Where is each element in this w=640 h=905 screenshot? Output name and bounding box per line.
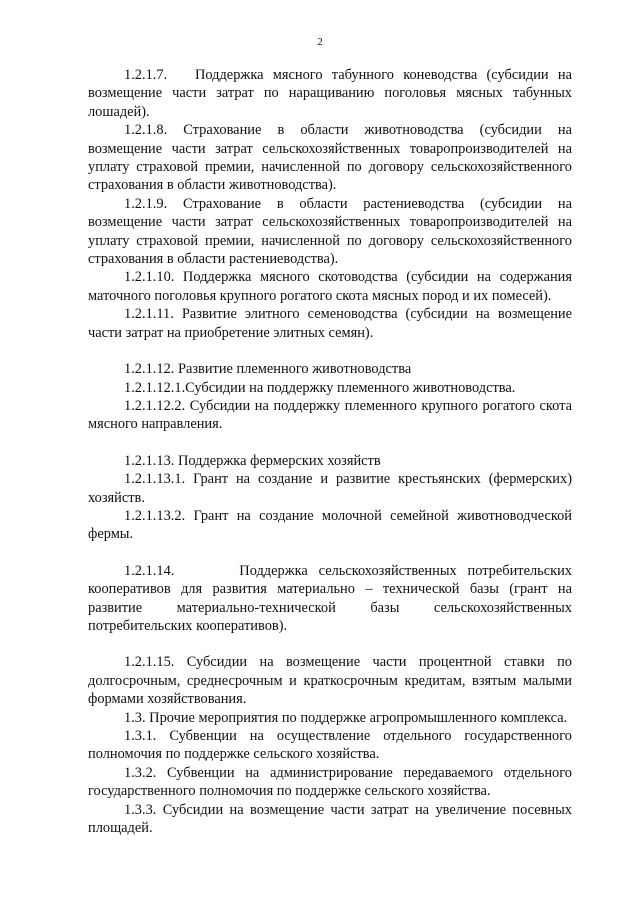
paragraph-1-2-1-13: 1.2.1.13. Поддержка фермерских хозяйств xyxy=(124,452,381,469)
paragraph-1-2-1-7: 1.2.1.7. Поддержка мясного табунного коневодства (субсидии на возмещение части затрат по наращиванию поголовья мясных табунных лошадей). xyxy=(88,67,572,120)
paragraph-1-2-1-14: 1.2.1.14. Поддержка сельскохозяйственных потребительских кооперативов для развития материально – технической базы (грант на развитие материально-технической базы сельскохозяйственных потребительских кооперативов). xyxy=(88,562,572,634)
paragraph-1-2-1-12: 1.2.1.12. Развитие племенного животноводства xyxy=(124,361,412,378)
paragraph-1-2-1-12-2: 1.2.1.12.2. Субсидии на поддержку племенного крупного рогатого скота мясного направления. xyxy=(88,397,572,433)
document-body xyxy=(88,66,572,837)
paragraph-1-2-1-12-1: 1.2.1.12.1.Субсидии на поддержку племенного животноводства. xyxy=(124,379,516,396)
page-number: 2 xyxy=(317,36,323,48)
paragraph-1-2-1-8: 1.2.1.8. Страхование в области животноводства (субсидии на возмещение части затрат сельскохозяйственных товаропроизводителей на уплату страховой премии, начисленной по договору сельскохозяйственного страхования в области животноводства). xyxy=(88,122,572,194)
paragraph-1-2-1-13-2: 1.2.1.13.2. Грант на создание молочной семейной животноводческой фермы. xyxy=(88,507,572,543)
paragraph-1-2-1-13-1: 1.2.1.13.1. Грант на создание и развитие крестьянских (фермерских) хозяйств. xyxy=(88,471,572,506)
paragraph-1-2-1-10: 1.2.1.10. Поддержка мясного скотоводства (субсидии на содержания маточного поголовья крупного рогатого скота мясных пород и их помесей). xyxy=(88,269,572,304)
paragraph-1-2-1-11: 1.2.1.11. Развитие элитного семеноводства (субсидии на возмещение части затрат на приобретение элитных семян). xyxy=(88,306,572,341)
paragraph-1-2-1-9: 1.2.1.9. Страхование в области растениеводства (субсидии на возмещение части затрат сельскохозяйственных товаропроизводителей на уплату страховой премии, начисленной по договору сельскохозяйственного страхования в области растениеводства). xyxy=(88,195,572,268)
paragraph-1-2-1-15: 1.2.1.15. Субсидии на возмещение части процентной ставки по долгосрочным, среднесрочным и краткосрочным кредитам, взятым малыми формами хозяйствования. xyxy=(88,654,572,708)
paragraph-1-3-1: 1.3.1. Субвенции на осуществление отдельного государственного полномочия по поддержке сельского хозяйства. xyxy=(88,728,572,763)
paragraph-1-3: 1.3. Прочие мероприятия по поддержке агропромышленного комплекса. xyxy=(124,709,568,726)
paragraph-1-3-3: 1.3.3. Субсидии на возмещение части затрат на увеличение посевных площадей. xyxy=(88,801,572,837)
paragraph-1-3-2: 1.3.2. Субвенции на администрирование передаваемого отдельного государственного полномочия по поддержке сельского хозяйства. xyxy=(88,764,572,800)
